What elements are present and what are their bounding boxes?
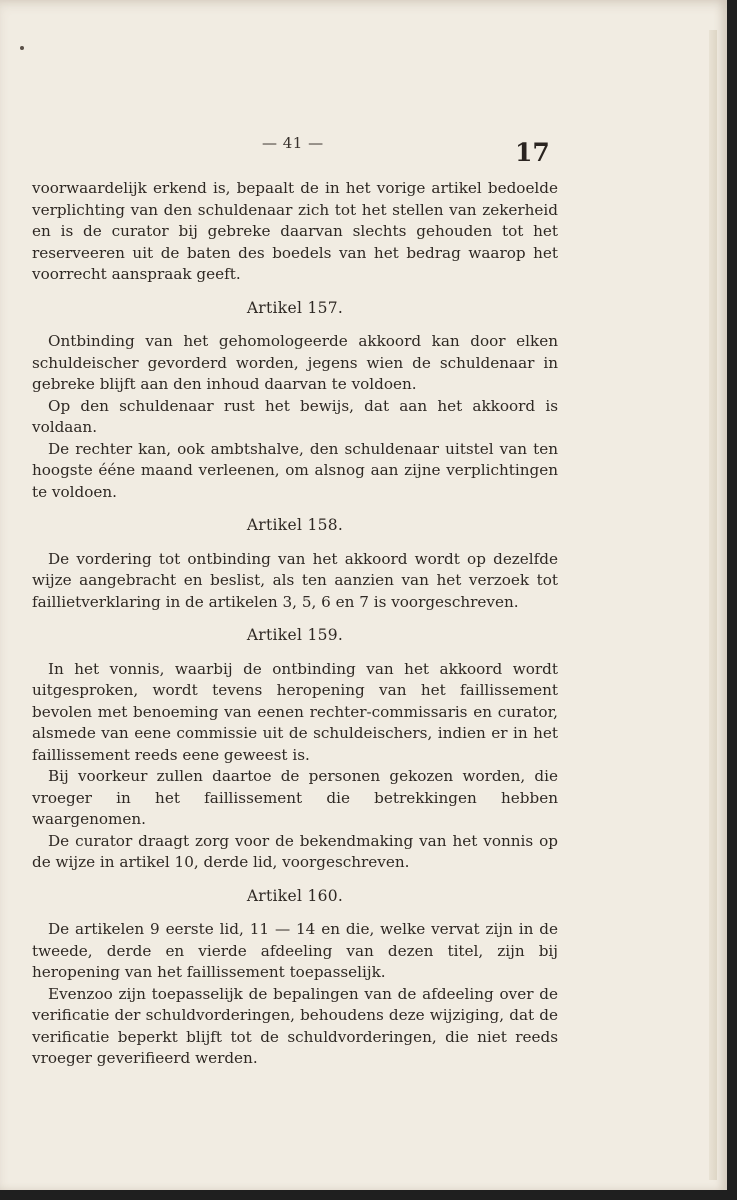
article-160-paragraph-1: De artikelen 9 eerste lid, 11 — 14 en die, welke vervat zijn in de tweede, derde en vierde afdeeling van dezen titel, zijn bij heropening van het faillissement toepasselijk. — [32, 920, 558, 981]
article-159-paragraph-2: Bij voorkeur zullen daartoe de personen gekozen worden, die vroeger in het faillissement die betrekkingen hebben waargenomen. — [32, 767, 558, 828]
page-header — [0, 130, 727, 176]
article-159-paragraph-1: In het vonnis, waarbij de ontbinding van het akkoord wordt uitgesproken, wordt tevens heropening van het faillissement bevolen met benoeming van eenen rechter-commissaris en curator, alsmede van eene commissie uit de schuldeischers, indien er in het faillissement reeds eene geweest is. — [32, 659, 558, 764]
article-160-paragraph-2: Evenzoo zijn toepasselijk de bepalingen van de afdeeling over de verificatie der schuldvorderingen, behoudens deze wijziging, dat de verificatie beperkt blijft tot de schuldvorderingen, die niet reeds vroeger geverifieerd werden. — [32, 984, 558, 1067]
article-160-heading: Artikel 160. — [246, 886, 344, 905]
continuation-paragraph: voorwaardelijk erkend is, bepaalt de in het vorige artikel bedoelde verplichting van den schuldenaar zich tot het stellen van zekerheid en is de curator bij gebreke daarvan slechts gehouden tot het reserveeren uit de baten des boedels van het bedrag waarop het voorrecht aanspraak geeft. — [32, 179, 558, 283]
body-text — [32, 178, 558, 1070]
ink-speck — [20, 46, 24, 50]
article-158-heading: Artikel 158. — [246, 516, 344, 534]
article-159-heading: Artikel 159. — [246, 626, 344, 644]
folio-number: 17 — [515, 138, 550, 167]
article-157-paragraph-1: Ontbinding van het gehomologeerde akkoord kan door elken schuldeischer gevorderd worden, jegens wien de schuldenaar in gebreke blijft aan den inhoud daarvan te voldoen. — [32, 332, 558, 393]
article-157-paragraph-3: De rechter kan, ook ambtshalve, den schuldenaar uitstel van ten hoogste éénе maand verleenen, om alsnog aan zijne verplichtingen te voldoen. — [32, 439, 558, 501]
page-number: — 41 — — [262, 134, 324, 152]
article-158-paragraph-1: De vordering tot ontbinding van het akkoord wordt op dezelfde wijze aangebracht en beslist, als ten aanzien van het verzoek tot faillietverklaring in de artikelen 3, 5, 6 en 7 is voorgeschreven. — [32, 549, 558, 611]
article-157-heading: Artikel 157. — [246, 298, 344, 317]
article-159-paragraph-3: De curator draagt zorg voor de bekendmaking van het vonnis op de wijze in artikel 10, derde lid, voorgeschreven. — [32, 831, 558, 871]
page-edge — [709, 30, 717, 1180]
article-157-paragraph-2: Op den schuldenaar rust het bewijs, dat aan het akkoord is voldaan. — [32, 396, 558, 436]
